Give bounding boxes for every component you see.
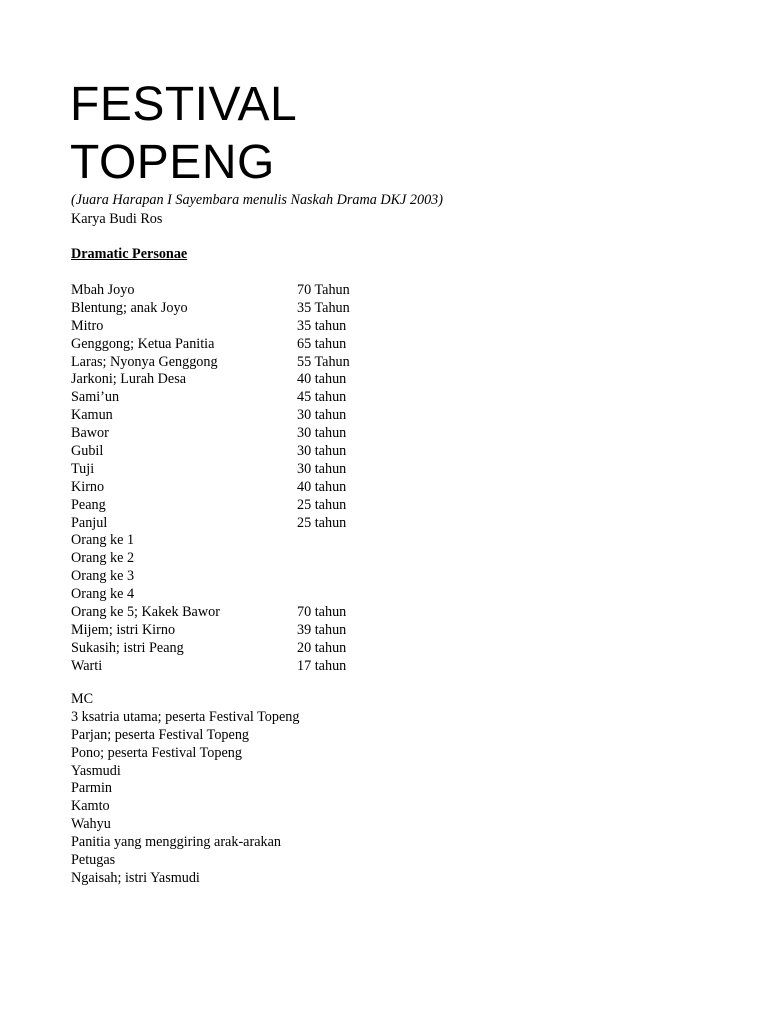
cast-age	[297, 586, 397, 604]
cast-name: Mijem; istri Kirno	[71, 621, 176, 638]
cast-name: Kirno	[71, 478, 105, 495]
cast-name: Peang	[71, 496, 106, 513]
cast-name: Orang ke 4	[71, 586, 135, 603]
cast-name: Sami’un	[71, 389, 120, 406]
extra-role: Yasmudi	[71, 762, 121, 779]
cast-age: 25 tahun	[297, 496, 347, 513]
extra-role: 3 ksatria utama; peserta Festival Topeng	[71, 708, 300, 725]
cast-list	[71, 282, 397, 676]
cast-name: Orang ke 1	[71, 532, 135, 549]
cast-row	[71, 604, 397, 622]
cast-row	[71, 371, 397, 389]
author-line: Karya Budi Ros	[71, 211, 163, 227]
cast-age: 30 tahun	[297, 407, 347, 424]
title-line-1: FESTIVAL	[70, 78, 298, 131]
cast-row	[71, 300, 397, 318]
cast-name: Mitro	[71, 317, 104, 334]
cast-age: 20 tahun	[297, 639, 347, 656]
cast-row	[71, 497, 397, 515]
extra-role: MC	[71, 691, 94, 707]
cast-row	[71, 282, 397, 300]
cast-age	[297, 532, 397, 550]
cast-row	[71, 586, 397, 604]
cast-row	[71, 354, 397, 372]
cast-age: 17 tahun	[297, 657, 347, 674]
cast-age: 35 Tahun	[297, 299, 350, 316]
cast-name: Orang ke 2	[71, 550, 135, 567]
cast-age: 30 tahun	[297, 443, 347, 460]
cast-name: Jarkoni; Lurah Desa	[71, 371, 187, 388]
cast-name: Mbah Joyo	[71, 282, 135, 298]
cast-name: Tuji	[71, 460, 95, 477]
cast-age: 70 tahun	[297, 604, 347, 621]
cast-age	[297, 568, 397, 586]
cast-name: Warti	[71, 657, 103, 674]
cast-name: Kamun	[71, 407, 113, 424]
cast-name: Laras; Nyonya Genggong	[71, 353, 218, 370]
subtitle: (Juara Harapan I Sayembara menulis Naskah Drama DKJ 2003)	[71, 192, 443, 208]
cast-age: 70 Tahun	[297, 282, 350, 298]
extra-role: Panitia yang menggiring arak-arakan	[71, 834, 281, 851]
cast-age: 39 tahun	[297, 621, 347, 638]
extras-list	[71, 691, 299, 888]
extra-role: Parmin	[71, 780, 112, 797]
cast-age: 30 tahun	[297, 460, 347, 477]
cast-age: 35 tahun	[297, 317, 347, 334]
extra-role: Wahyu	[71, 816, 111, 833]
cast-row	[71, 640, 397, 658]
cast-row	[71, 461, 397, 479]
cast-name: Sukasih; istri Peang	[71, 639, 184, 656]
extra-role: Pono; peserta Festival Topeng	[71, 744, 242, 761]
document-title	[70, 76, 297, 192]
cast-row	[71, 425, 397, 443]
cast-row	[71, 407, 397, 425]
cast-row	[71, 658, 397, 676]
cast-row	[71, 389, 397, 407]
extra-role: Ngaisah; istri Yasmudi	[71, 869, 200, 886]
extra-role: Parjan; peserta Festival Topeng	[71, 726, 250, 743]
extra-role: Petugas	[71, 852, 116, 869]
cast-age: 30 tahun	[297, 425, 347, 442]
cast-row	[71, 336, 397, 354]
cast-row	[71, 479, 397, 497]
cast-row	[71, 515, 397, 533]
cast-age	[297, 550, 397, 568]
extra-role: Kamto	[71, 798, 110, 815]
cast-age: 65 tahun	[297, 335, 347, 352]
cast-row	[71, 443, 397, 461]
cast-row	[71, 568, 397, 586]
cast-name: Orang ke 3	[71, 568, 135, 585]
cast-name: Gubil	[71, 443, 104, 460]
cast-age: 45 tahun	[297, 389, 347, 406]
cast-name: Blentung; anak Joyo	[71, 299, 188, 316]
cast-name: Panjul	[71, 514, 108, 531]
title-line-2: TOPENG	[70, 136, 275, 189]
cast-name: Genggong; Ketua Panitia	[71, 335, 215, 352]
cast-age: 40 tahun	[297, 478, 347, 495]
cast-row	[71, 532, 397, 550]
cast-row	[71, 318, 397, 336]
cast-name: Orang ke 5; Kakek Bawor	[71, 604, 220, 621]
cast-age: 55 Tahun	[297, 353, 350, 370]
cast-age: 40 tahun	[297, 371, 347, 388]
cast-name: Bawor	[71, 425, 109, 442]
cast-row	[71, 550, 397, 568]
cast-age: 25 tahun	[297, 514, 347, 531]
dramatis-personae-heading: Dramatic Personae	[71, 246, 188, 262]
cast-row	[71, 622, 397, 640]
